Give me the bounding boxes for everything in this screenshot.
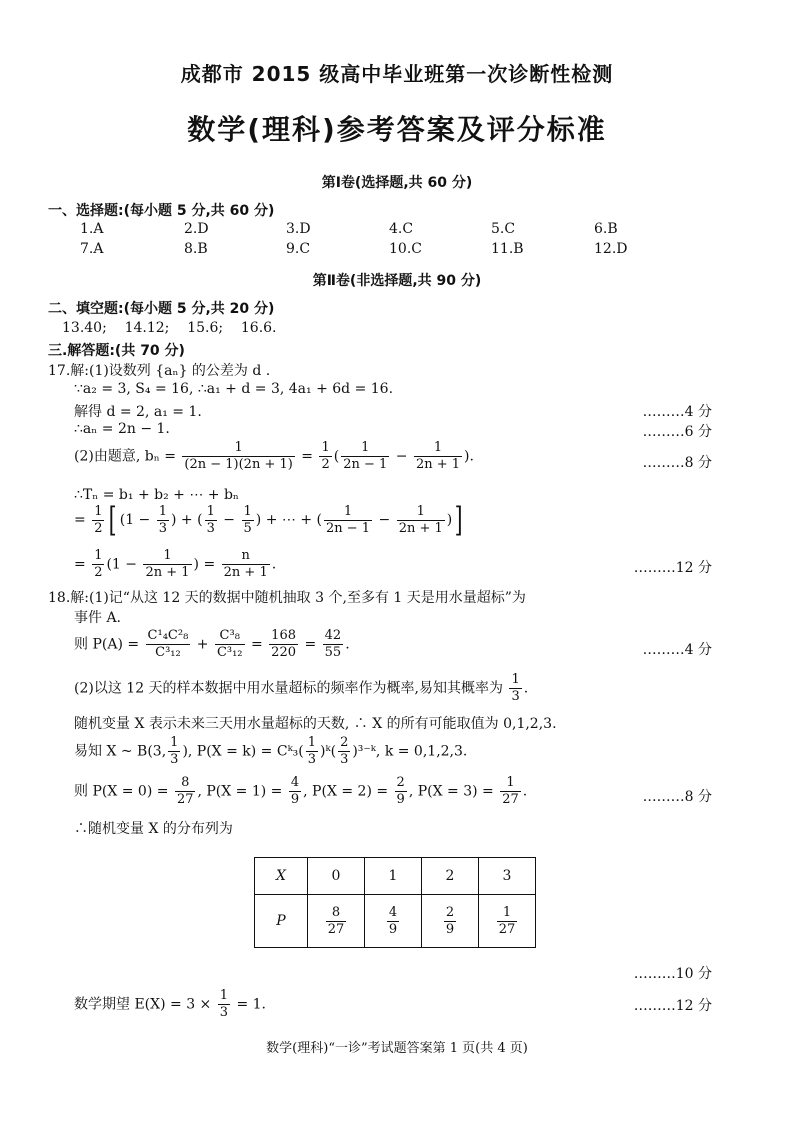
fraction: $\frac{1}{2n - 1}$ [325, 503, 371, 536]
fraction: $\frac{1}{27}$ [502, 775, 519, 807]
document-title: 成都市 2015 级高中毕业班第一次诊断性检测 [180, 62, 614, 86]
q18-score-4: ………12 分 [633, 998, 712, 1014]
fraction: $\frac{1}{2}$ [321, 440, 330, 472]
fill-answers: 13.40; 14.12; 15.6; 16.6. [62, 320, 277, 336]
fraction: $\frac{8}{27}$ [176, 775, 194, 807]
fraction: $\frac{1}{3}$ [307, 735, 317, 767]
q18-line4: (2)以这 12 天的样本数据中用水量超标的频率作为概率,易知其概率为 $\frac{1}{3}$ . [74, 672, 529, 704]
table-cell: $\frac{2}{9}$ [422, 895, 479, 948]
q17-line5: (2)由题意, bₙ = $\frac{1}{(2n - 1)(2n + 1)}$ = $\frac{1}{2}$ ( $\frac{1}{2n - 1}$ − $\frac{1}{2n + 1}$ ). [74, 440, 474, 472]
q18-line1: 18.解:(1)记“从这 12 天的数据中随机抽取 3 个,至多有 1 天是用水量超标”为 [48, 590, 526, 606]
choice-answer: 5.C [491, 221, 516, 237]
table-row [255, 858, 536, 895]
fraction: $\frac{1}{3}$ [170, 735, 179, 767]
fraction: $\frac{1}{3}$ [511, 672, 520, 704]
q17-line7: = $\frac{1}{2}$ [ (1 − $\frac{1}{3}$ ) + ( $\frac{1}{3}$ − $\frac{1}{5}$ ) + ⋯ + ( $\frac{1}{2n - 1}$ − $\frac{1}{2n + 1}$ )] [74, 500, 463, 540]
fraction: $\frac{1}{2}$ [94, 503, 103, 536]
q18-score-1: ………4 分 [642, 642, 712, 658]
fraction: $\frac{1}{2n + 1}$ [145, 548, 190, 580]
fraction: $\frac{\text{C¹₄C²₈}}{\text{C³₁₂}}$ [147, 628, 189, 660]
q18-line5: 随机变量 X 表示未来三天用水量超标的天数, ∴ X 的所有可能取值为 0,1,2,3. [74, 716, 557, 732]
q18-score-3: ………10 分 [633, 966, 712, 982]
q17-l5-pre: (2)由题意, bₙ = [74, 448, 176, 465]
solve-heading: 三.解答题:(共 70 分) [48, 343, 185, 359]
fill-heading: 二、填空题:(每小题 5 分,共 20 分) [48, 301, 275, 317]
choice-answer: 12.D [594, 241, 628, 257]
choice-answer: 9.C [286, 241, 311, 257]
q18-line8: ∴随机变量 X 的分布列为 [74, 821, 233, 837]
fraction: $\frac{4}{9}$ [290, 775, 300, 807]
fraction: $\frac{1}{3}$ [158, 503, 168, 536]
fraction: $\frac{\text{C³₈}}{\text{C³₁₂}}$ [216, 628, 243, 660]
fraction: $\frac{42}{55}$ [324, 628, 342, 660]
part1-heading: 第Ⅰ卷(选择题,共 60 分) [321, 175, 473, 191]
fraction: $\frac{1}{3}$ [219, 988, 229, 1020]
table-cell: $\frac{4}{9}$ [365, 895, 422, 948]
choice-answer: 6.B [594, 221, 618, 237]
table-cell: $\frac{8}{27}$ [308, 895, 365, 948]
q18-line2: 事件 A. [74, 610, 122, 626]
choice-answer: 4.C [389, 221, 414, 237]
fraction: $\frac{1}{3}$ [206, 503, 215, 536]
fraction: $\frac{1}{2n + 1}$ [398, 503, 443, 536]
q17-score-2: ………6 分 [642, 424, 712, 440]
part2-heading: 第Ⅱ卷(非选择题,共 90 分) [312, 273, 482, 289]
q17-score-1: ………4 分 [642, 404, 712, 420]
choice-answer: 11.B [491, 241, 524, 257]
fraction: $\frac{1}{2n - 1}$ [343, 440, 388, 472]
fraction: $\frac{2}{9}$ [396, 775, 405, 807]
q18-line3: 则 P(A) = $\frac{\text{C¹₄C²₈}}{\text{C³₁₂}}$ + $\frac{\text{C³₈}}{\text{C³₁₂}}$ = $\frac{168}{220}$ = $\frac{42}{55}$ . [74, 628, 350, 660]
q18-line7: 则 P(X = 0) = $\frac{8}{27}$ , P(X = 1) = $\frac{4}{9}$ , P(X = 2) = $\frac{2}{9}$ , P(X = 3) = $\frac{1}{27}$ . [74, 775, 528, 807]
q17-score-3: ………8 分 [642, 455, 712, 471]
choice-answer: 1.A [80, 221, 104, 237]
choice-answer: 10.C [389, 241, 422, 257]
table-cell: 3 [479, 858, 536, 895]
q17-score-4: ………12 分 [633, 560, 712, 576]
fraction: $\frac{1}{2}$ [94, 548, 103, 580]
table-cell: X [255, 858, 308, 895]
table-row [255, 895, 536, 948]
table-cell: 0 [308, 858, 365, 895]
choice-answer: 8.B [184, 241, 208, 257]
fraction: $\frac{n}{2n + 1}$ [223, 548, 268, 580]
choice-answer: 7.A [80, 241, 104, 257]
choice-heading: 一、选择题:(每小题 5 分,共 60 分) [48, 203, 275, 219]
q17-line4: ∴aₙ = 2n − 1. [74, 421, 170, 437]
q18-line6: 易知 X ~ B(3, $\frac{1}{3}$ ), P(X = k) = Cᵏ₃( $\frac{1}{3}$ )ᵏ( $\frac{2}{3}$ )³⁻ᵏ, k = 0,1,2,3. [74, 735, 468, 767]
fraction: $\frac{168}{220}$ [271, 628, 296, 660]
fraction: $\frac{1}{5}$ [243, 503, 252, 536]
page-footer: 数学(理科)“一诊”考试题答案第 1 页(共 4 页) [266, 1041, 528, 1056]
q17-line8: = $\frac{1}{2}$ (1 − $\frac{1}{2n + 1}$ ) = $\frac{n}{2n + 1}$ . [74, 548, 277, 580]
fraction: $\frac{1}{(2n - 1)(2n + 1)}$ [184, 440, 293, 472]
table-cell: $\frac{1}{27}$ [479, 895, 536, 948]
choice-answer: 2.D [184, 221, 209, 237]
q18-score-2: ………8 分 [642, 789, 712, 805]
choice-answer: 3.D [286, 221, 311, 237]
q18-line9: 数学期望 E(X) = 3 × $\frac{1}{3}$ = 1. [74, 988, 267, 1020]
distribution-table [254, 857, 536, 948]
q17-line2: ∵a₂ = 3, S₄ = 16, ∴a₁ + d = 3, 4a₁ + 6d = 16. [74, 381, 394, 397]
table-cell: P [255, 895, 308, 948]
q17-line1: 17.解:(1)设数列 {aₙ} 的公差为 d . [48, 363, 271, 379]
fraction: $\frac{1}{2n + 1}$ [415, 440, 461, 472]
fraction: $\frac{2}{3}$ [340, 735, 349, 767]
q17-line3: 解得 d = 2, a₁ = 1. [74, 404, 202, 420]
table-cell: 1 [365, 858, 422, 895]
table-cell: 2 [422, 858, 479, 895]
q17-line6: ∴Tₙ = b₁ + b₂ + ⋯ + bₙ [74, 487, 239, 503]
document-subtitle: 数学(理科)参考答案及评分标准 [187, 113, 607, 146]
